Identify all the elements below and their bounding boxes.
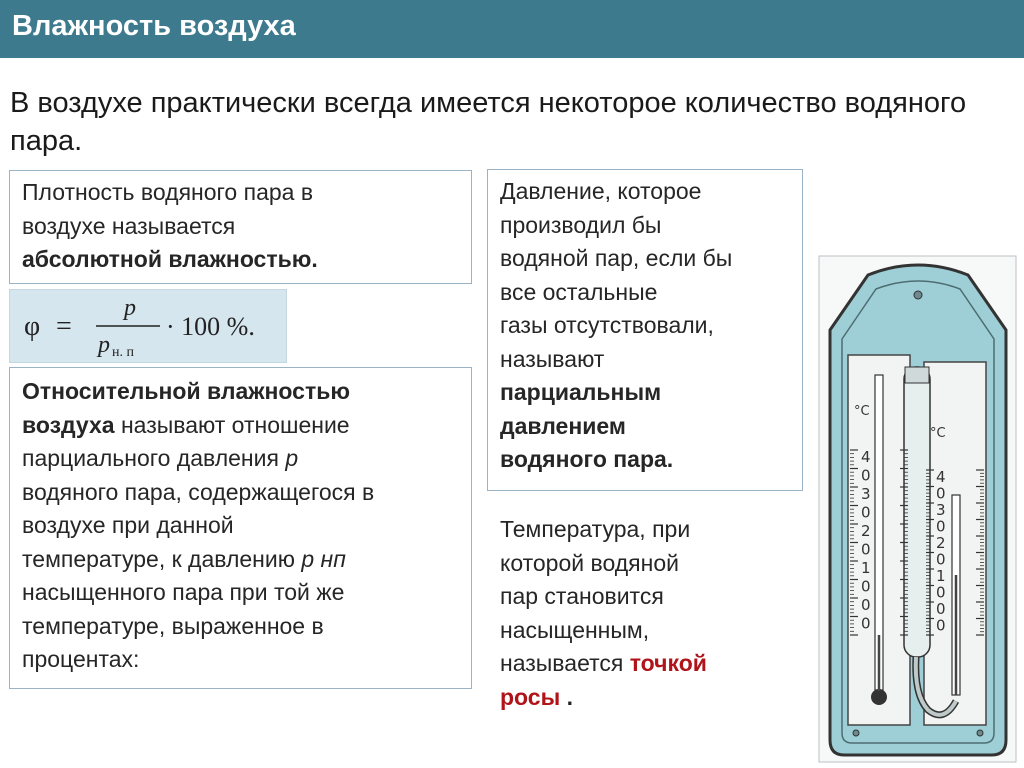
saturated-pressure-symbol: p нп <box>301 545 346 572</box>
left-scale-label: 3 <box>861 485 871 503</box>
left-unit-label: °C <box>854 404 870 419</box>
water-reservoir-tube <box>904 367 930 657</box>
absolute-humidity-box <box>9 170 472 284</box>
dew-point-text <box>500 513 790 714</box>
dry-thermometer-bulb <box>871 689 887 705</box>
dew-point-term-2: росы <box>500 683 561 710</box>
left-scale-label: 0 <box>861 614 871 633</box>
relative-line-9: процентах: <box>22 646 140 672</box>
right-scale-label: 0 <box>936 550 946 569</box>
partial-term-1: парциальным <box>500 379 662 405</box>
right-scale-labels <box>936 468 946 635</box>
right-scale-label: 4 <box>936 468 946 486</box>
relative-line-4: водяного пара, содержащегося в <box>22 478 375 505</box>
formula-phi: φ <box>24 311 41 342</box>
dew-point-term-1: точкой <box>629 650 707 676</box>
partial-term-2: давлением <box>500 412 626 439</box>
relative-line-6: температуре, к давлению <box>22 545 302 572</box>
title-bar <box>0 0 1024 58</box>
formula-graphic <box>10 290 288 364</box>
relative-line-8: температуре, выраженное в <box>22 612 324 639</box>
formula-numerator: p <box>124 295 136 321</box>
left-scale-label: 0 <box>861 540 871 559</box>
dew-line-end: . <box>560 683 574 710</box>
psychrometer-graphic <box>818 255 1017 763</box>
right-scale-label: 2 <box>936 534 946 552</box>
relative-line-3: парциального давления <box>22 445 286 471</box>
left-scale-label: 2 <box>861 522 871 540</box>
reservoir-cap <box>905 367 929 383</box>
dew-line-4: насыщенным, <box>500 616 650 643</box>
relative-humidity-box <box>9 367 472 689</box>
right-scale-label: 0 <box>936 600 946 618</box>
right-scale-label: 1 <box>936 567 946 585</box>
partial-line-5: газы отсутствовали, <box>500 312 714 338</box>
relative-line-2-rest: называют отношение <box>114 411 350 438</box>
right-unit-label: °C <box>930 426 946 441</box>
partial-line-2: производил бы <box>500 211 662 238</box>
right-scale-label: 0 <box>936 583 946 602</box>
top-screw <box>914 291 922 299</box>
left-scale-label: 0 <box>861 466 871 485</box>
left-scale-label: 0 <box>861 503 871 522</box>
left-scale-label: 0 <box>861 596 871 614</box>
relative-humidity-formula <box>9 289 287 363</box>
formula-denominator: p <box>98 332 110 358</box>
right-scale-label: 0 <box>936 517 946 536</box>
left-scale-label: 1 <box>861 559 871 577</box>
bottom-left-screw <box>853 730 859 736</box>
formula-equals: = <box>56 311 72 342</box>
dew-line-5: называется <box>500 650 630 676</box>
relative-term-line-2: воздуха <box>22 411 115 438</box>
intro-text: В воздухе практически всегда имеется некоторое количество водяного пара. <box>10 87 967 157</box>
psychrometer-illustration <box>818 255 1017 763</box>
dew-line-3: пар становится <box>500 583 664 609</box>
bottom-right-screw <box>977 730 983 736</box>
absolute-humidity-term: абсолютной влажностью. <box>22 246 318 272</box>
formula-denominator-subscript: н. п <box>112 345 134 360</box>
left-scale-label: 0 <box>861 577 871 596</box>
absolute-line-1: Плотность водяного пара в <box>22 179 314 205</box>
right-scale-label: 0 <box>936 616 946 635</box>
relative-line-7: насыщенного пара при той же <box>22 579 345 605</box>
dew-line-2: которой водяной <box>500 549 679 576</box>
relative-term-line-1: Относительной влажностью <box>22 378 351 404</box>
dew-line-1: Температура, при <box>500 516 691 542</box>
partial-term-3: водяного пара. <box>500 446 674 472</box>
partial-pressure-symbol: p <box>285 445 299 471</box>
formula-multiplier: · 100 %. <box>166 312 255 341</box>
slide-title: Влажность воздуха <box>12 10 296 42</box>
left-scale-labels <box>861 448 871 633</box>
partial-line-6: называют <box>500 345 605 372</box>
partial-pressure-box <box>487 169 803 491</box>
partial-line-4: все остальные <box>500 278 658 305</box>
partial-line-3: водяной пар, если бы <box>500 245 733 271</box>
right-scale-label: 3 <box>936 501 946 519</box>
partial-line-1: Давление, которое <box>500 178 702 204</box>
right-scale-label: 0 <box>936 484 946 503</box>
absolute-line-2: воздухе называется <box>22 212 236 239</box>
left-scale-label: 4 <box>861 448 871 466</box>
relative-line-5: воздухе при данной <box>22 512 234 538</box>
